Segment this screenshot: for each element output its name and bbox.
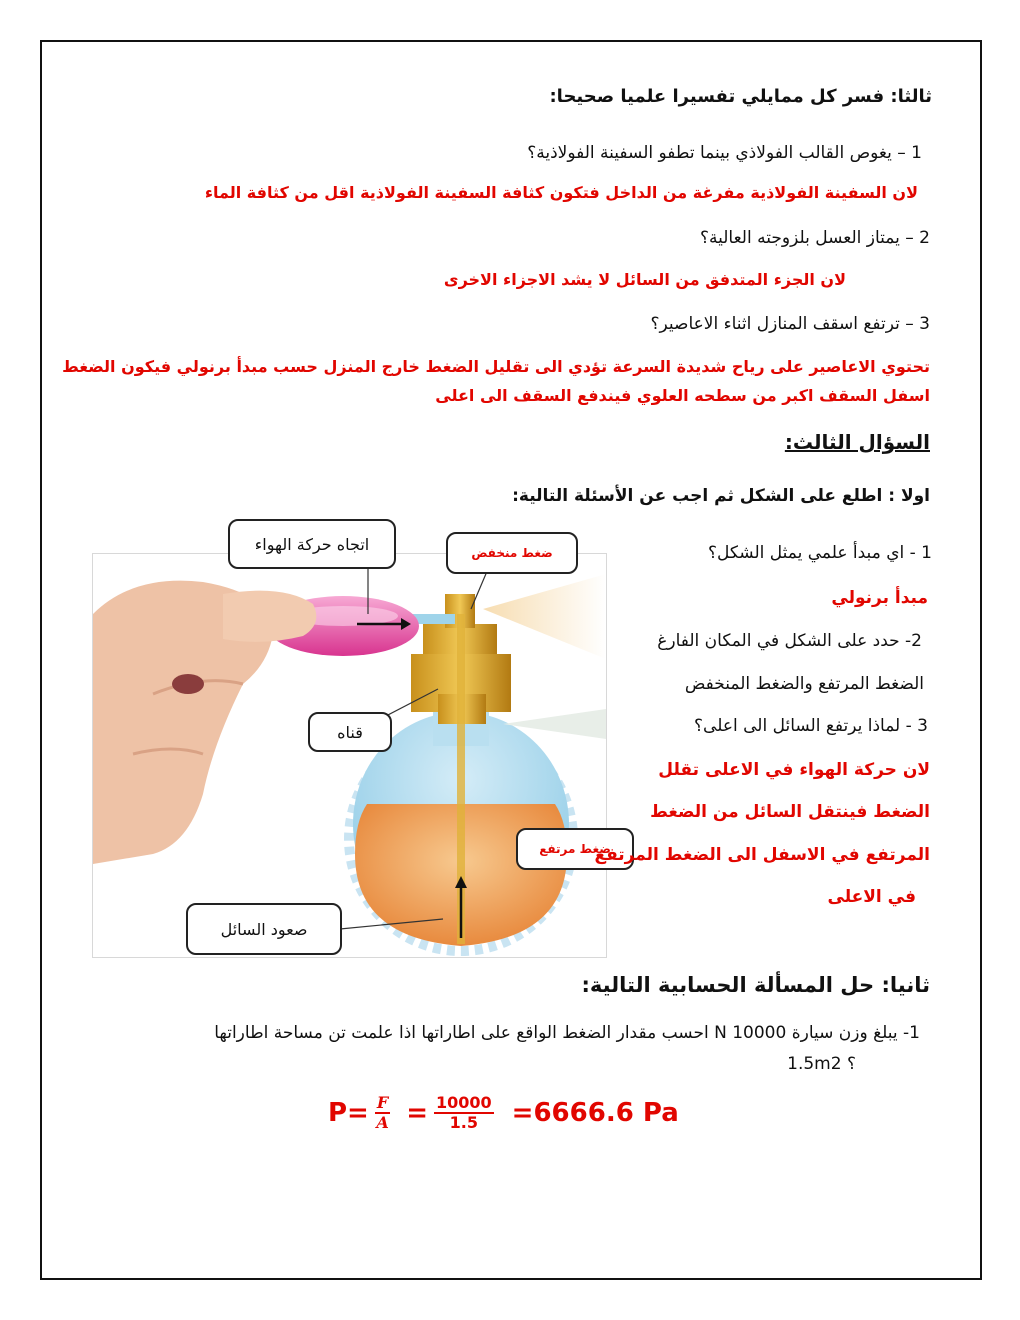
callout-channel: قناه xyxy=(308,712,392,752)
callout-liquid-rise: صعود السائل xyxy=(186,903,342,955)
formula-fraction-numeric xyxy=(434,1094,494,1133)
bernoulli-figure xyxy=(92,553,607,958)
question3-part1-title: اولا : اطلع على الشكل ثم اجب عن الأسئلة التالية: xyxy=(512,486,930,506)
formula-numerator-value: 10000 xyxy=(434,1094,494,1114)
question3-q3: 3 - لماذا يرتفع السائل الى اعلى؟ xyxy=(694,716,928,736)
section3-answer-3-line2: اسفل السقف اكبر من سطحه العلوي فيندفع السقف الى اعلى xyxy=(435,386,930,405)
section3-title: ثالثا: فسر كل ممايلي تفسيرا علميا صحيحا: xyxy=(549,86,932,107)
part2-problem-line1: 1- يبلغ وزن سيارة N 10000 احسب مقدار الضغط الواقع على اطاراتها اذا علمت تن مساحة اطاراتها xyxy=(214,1023,920,1043)
section3-answer-2: لان الجزء المتدفق من السائل لا يشد الاجزاء الاخرى xyxy=(443,270,846,289)
formula-result: =6666.6 Pa xyxy=(511,1098,679,1129)
perfume-atomizer-illustration xyxy=(93,554,606,957)
callout-high-pressure: ضغط مرتفع xyxy=(516,828,634,870)
section3-answer-1: لان السفينة الفولاذية مفرغة من الداخل فتكون كثافة السفينة الفولاذية اقل من كثافة الماء xyxy=(204,183,918,202)
question3-q2-line2: الضغط المرتفع والضغط المنخفض xyxy=(684,674,924,694)
pressure-formula xyxy=(328,1094,679,1133)
question3-heading: السؤال الثالث: xyxy=(784,430,930,454)
section3-question-3: 3 – ترتفع اسقف المنازل اثناء الاعاصير؟ xyxy=(650,314,930,334)
section3-question-1: 1 – يغوص القالب الفولاذي بينما تطفو السفينة الفولاذية؟ xyxy=(527,143,922,163)
part2-problem-line2: ؟ 1.5m2 xyxy=(787,1054,856,1074)
formula-equals: = xyxy=(406,1098,428,1129)
question3-a1: مبدأ برنولي xyxy=(831,588,928,608)
formula-denominator-a: A xyxy=(376,1113,389,1133)
question3-a3-line4: في الاعلى xyxy=(827,887,916,907)
question3-a3-line2: الضغط فينتقل السائل من الضغط xyxy=(650,802,930,822)
formula-denominator-value: 1.5 xyxy=(449,1113,478,1133)
question3-q2-line1: 2- حدد على الشكل في المكان الفارغ xyxy=(657,631,922,651)
callout-air-direction: اتجاه حركة الهواء xyxy=(228,519,396,569)
question3-a3-line3: المرتفع في الاسفل الى الضغط المرتفع xyxy=(594,845,930,865)
callout-low-pressure: ضغط منخفض xyxy=(446,532,578,574)
section3-answer-3-line1: تحتوي الاعاصير على رياح شديدة السرعة تؤدي الى تقليل الضغط خارج المنزل حسب مبدأ برنولي فيكون الضغط xyxy=(62,357,930,376)
section3-question-2: 2 – يمتاز العسل بلزوجته العالية؟ xyxy=(699,228,930,248)
formula-fraction-symbolic xyxy=(375,1094,390,1133)
formula-lhs: P= xyxy=(328,1098,369,1129)
question3-q1: 1 - اي مبدأ علمي يمثل الشكل؟ xyxy=(708,543,932,563)
part2-title: ثانيا: حل المسألة الحسابية التالية: xyxy=(581,973,930,997)
formula-numerator-f: F xyxy=(375,1094,390,1114)
question3-a3-line1: لان حركة الهواء في الاعلى تقلل xyxy=(658,760,930,780)
